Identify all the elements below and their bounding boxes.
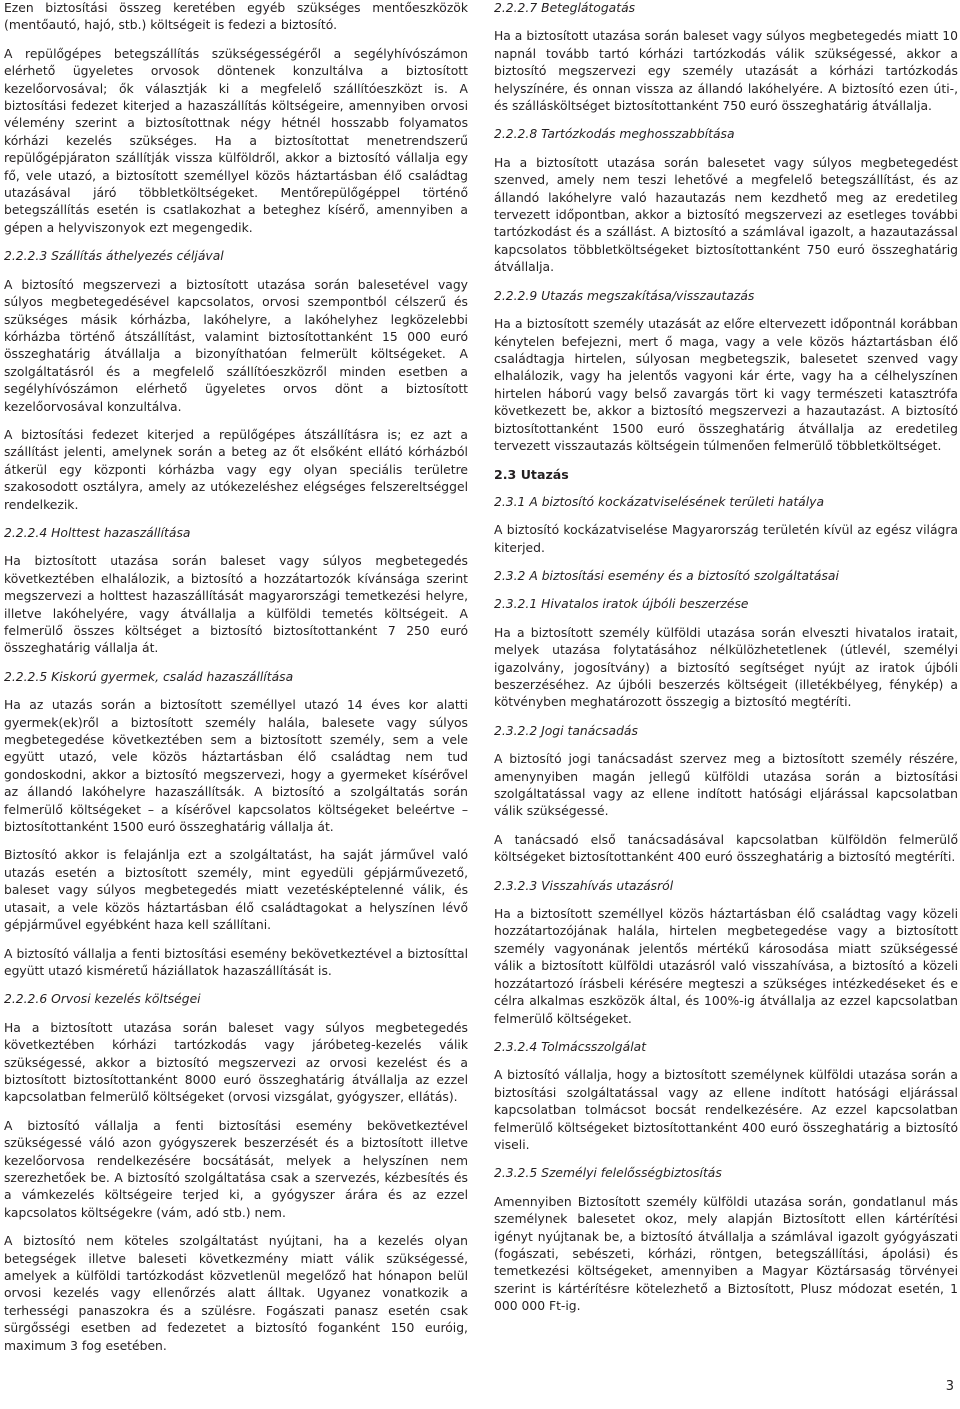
left-section-heading: 2.2.2.6 Orvosi kezelés költségei xyxy=(4,992,201,1007)
left-paragraph: Ezen biztosítási összeg keretében egyéb szükséges mentőeszközök (mentőautó, hajó, stb.) költségeit is fedezi a biztosító. xyxy=(4,1,468,33)
right-paragraph: A biztosító kockázatviselése Magyarország területén kívül az egész világra kiterjed. xyxy=(494,523,958,555)
right-section-heading: 2.3.1 A biztosító kockázatviselésének területi hatálya xyxy=(494,494,825,509)
left-paragraph: A biztosító vállalja a fenti biztosítási esemény bekövetkeztével a biztosíttal együtt utazó kisméretű háziállatok hazaszállítását is. xyxy=(4,946,468,978)
right-section-heading: 2.2.2.9 Utazás megszakítása/visszautazás xyxy=(494,288,755,303)
right-paragraph: Ha a biztosított személy külföldi utazása során elveszti hivatalos iratait, melyek utazása folytatásához nélkülözhetetlenek (útlevél, személyi igazolvány, jogosítvány) a biztosító segítséget nyújt az iratok újbóli beszerzéséhez. Az újbóli beszerzés költségeit (illetékbélyeg, fénykép) a kötvényben meghatározott összegig a biztosító megtéríti. xyxy=(494,625,958,710)
right-section-heading: 2.3.2.4 Tolmácsszolgálat xyxy=(494,1039,647,1054)
page-number: 3 xyxy=(945,1379,954,1394)
left-section-heading: 2.2.2.4 Holttest hazaszállítása xyxy=(4,525,191,540)
right-section-heading: 2.2.2.8 Tartózkodás meghosszabbítása xyxy=(494,127,735,142)
left-paragraph: Ha az utazás során a biztosított személlyel utazó 14 éves kor alatti gyermek(ek)ről a biztosított személy halála, balesete vagy súlyos megbetegedése következtében sem a biztosított személy, sem a vele együtt utazó, vele közös háztartásban élő családtag nem tud gondoskodni, akkor a biztosító megszervezi, hogy a gyermeket kísérővel az állandó lakóhelyre hazaszállítsák. A biztosító a szolgáltatás során felmerülő költségeket – a kísérővel kapcsolatos költségeket beleértve – biztosítottanként 1500 euró összeghatárig vállalja át. xyxy=(4,698,468,835)
left-paragraph: A biztosító nem köteles szolgáltatást nyújtani, ha a kezelés olyan betegségek illetve baleseti következmény miatt válik szükségessé, amelyek a külföldi tartózkodást közvetlenül megelőző hat hónapon belül orvosi kezelés vagy ellenőrzés alatt álltak. Ugyanez vonatkozik a terhességi panaszokra és a szülésre. Fogászati panasz esetén csak sürgősségi esetben ad fedezetet a biztosító foganként 150 euróig, maximum 3 fog esetében. xyxy=(4,1234,468,1353)
right-chapter-heading: 2.3 Utazás xyxy=(494,467,569,483)
left-paragraph: A biztosító vállalja a fenti biztosítási esemény bekövetkeztével szükségessé váló azon gyógyszerek beszerzését és a biztosított illetve kezelőorvosa rendelkezésére bocsátását, melyek a helyszínen nem szerezhetőek be. A biztosító szolgáltatása csak a szervezés, kézbesítés és a vámkezelés költségeire terjed ki, a gyógyszer árára és az ezzel kapcsolatos költségekre (vám, adó stb.) nem. xyxy=(4,1118,468,1220)
left-paragraph: A biztosítási fedezet kiterjed a repülőgépes átszállításra is; ez azt a szállítást jelenti, amelynek során a beteg az őt elsőként ellátó kórházból átkerül egy központi kórházba vagy egy olyan speciális területre szakosodott osztályra, amely az utókezeléshez elégséges felszereltséggel rendelkezik. xyxy=(4,427,468,512)
right-paragraph: Ha a biztosított utazása során baleset vagy súlyos megbetegedés miatt 10 napnál tovább tartó kórházi tartózkodás válik szükségessé, akkor a biztosító megszervezi egy személy utazását a kórházi tartózkodás helyszínére, és onnan vissza az állandó lakóhelyére. A biztosító ezen úti-, és szállásköltséget biztosítottanként 750 euró összeghatárig átvállalja. xyxy=(494,29,958,114)
right-paragraph: Amennyiben Biztosított személy külföldi utazása során, gondatlanul más személynek balesetet okoz, mely alapján Biztosított ellen kártérítési igényt nyújtanak be, a biztosító átvállalja a számlával igazolt gyógyászati (fogászati, sebészeti, kórházi, röntgen, betegszállítási, ápolási) és temetkezési költségeket, amennyiben a Magyar Köztársaság törvényei szerint is kártérítésre kötelezhető a Biztosított, Plusz módozat esetén, 1 000 000 Ft-ig. xyxy=(494,1194,958,1314)
right-section-heading: 2.3.2 A biztosítási esemény és a biztosító szolgáltatásai xyxy=(494,568,839,583)
left-paragraph: Ha biztosított utazása során baleset vagy súlyos megbetegedés következtében elhalálozik, a biztosító a hozzátartozók kívánsága szerint megszervezi a holttest hazaszállítását magyarországi temetkezési helyre, illetve lakóhelyére, vagy átvállalja a külföldi temetés költségeit. A felmerülő összes költséget a biztosító biztosítottanként 7 250 euró összeghatárig vállalja át. xyxy=(4,554,468,656)
right-paragraph: A biztosító vállalja, hogy a biztosított személynek külföldi utazása során a biztosítási szolgáltatással vagy az ellene indított hatósági eljárással kapcsolatban tolmácsot bocsát rendelkezésére. Az ezzel kapcsolatban felmerülő költségeket biztosítottanként 400 euró összeghatárig a biztosító viseli. xyxy=(494,1068,958,1152)
right-section-heading: 2.2.2.7 Beteglátogatás xyxy=(494,1,636,15)
right-paragraph: A biztosító jogi tanácsadást szervez meg a biztosított személy részére, amenynyiben magán jellegű külföldi utazása során a biztosítási szolgáltatással vagy az ellene indított hatósági eljárással kapcsolatban válik szükségessé. xyxy=(494,752,958,819)
left-paragraph: Ha a biztosított utazása során baleset vagy súlyos megbetegedés következtében kórházi tartózkodás vagy járóbeteg-kezelés válik szükségessé, akkor a biztosító megszervezi az orvosi kezelést és a biztosított biztosítottanként 8000 euró összeghatárig átvállalja az ezzel kapcsolatban felmerülő költségeket (orvosi vizsgálat, gyógyszer, ellátás). xyxy=(4,1020,468,1105)
right-column xyxy=(494,0,958,1327)
left-section-heading: 2.2.2.5 Kiskorú gyermek, család hazaszállítása xyxy=(4,669,294,684)
left-paragraph: Biztosító akkor is felajánlja ezt a szolgáltatást, ha saját járművel való utazás esetén a biztosított személy, mint egyedüli gépjárművezető, baleset vagy súlyos megbetegedés miatt vezetésképtelenné válik, és utasait, a vele közös háztartásban élő családtagokat a helyszínen lévő gépjárművel egyébként haza kell szállítani. xyxy=(4,848,468,933)
right-section-heading: 2.3.2.1 Hivatalos iratok újbóli beszerzése xyxy=(494,597,749,612)
left-paragraph: A repülőgépes betegszállítás szükségességéről a segélyhívószámon elérhető ügyeletes orvosok döntenek konzultálva a biztosított kezelőorvosával; ők választják ki a megfelelő szállítóeszközt is. A biztosítási fedezet kiterjed a hazaszállítás költségeire, amennyiben orvosi vélemény szerint a biztosítottnak négy hétnél hosszabb folyamatos kórházi kezelés szükséges. Ha a biztosítottat menetrendszerű repülőgépjáraton szállítják vissza külföldről, akkor a biztosító vállalja egy fő, vele utazó, a biztosított személlyel közös háztartásban élő családtag utazásával járó többletköltségeket. Mentőrepülőgéppel történő betegszállítás esetén is csatlakozhat a beteghez kísérő, amennyiben a gépen a helyviszonyok ezt megengedik. xyxy=(4,46,468,235)
right-paragraph: Ha a biztosított személlyel közös háztartásban élő családtag vagy közeli hozzátartozójának halála, hirtelen megbetegedése vagy a biztosított személy vagyonának jelentős mértékű károsodása miatt szükségessé válik a biztosított külföldi utazásról való visszahívása, a biztosító a közeli hozzátartozó írásbeli kérésére megteszi a szükséges intézkedéseket és e célra alkalmas eszközök által, és 100%-ig átvállalja az ezzel kapcsolatban felmerülő költségeket. xyxy=(494,907,958,1026)
right-paragraph: Ha a biztosított személy utazását az előre eltervezett időpontnál korábban kénytelen befejezni, mert ő maga, vagy a vele közös háztartásban élő családtagja hirtelen, súlyosan megbetegszik, balesetet szenved vagy elhalálozik, vagy ha jelentős vagyoni kár érte, vagy ha a célhelyszínen hirtelen háború vagy belső zavargás tört ki vagy természeti katasztrófa következett be, akkor a biztosító megszervezi a hazautazást. A biztosító biztosítottanként 1500 euró összeghatárig átvállalja az eredetileg tervezett visszautazás költségein túlmenően felmerülő többletköltséget. xyxy=(494,317,958,453)
right-paragraph: A tanácsadó első tanácsadásával kapcsolatban külföldön felmerülő költségeket biztosítottanként 400 euró összeghatárig a biztosító megtéríti. xyxy=(494,832,958,865)
right-paragraph: Ha a biztosított utazása során balesetet vagy súlyos megbetegedést szenved, amely nem teszi lehetővé a megfelelő betegszállítást, és az állandó lakóhelyre való hazautazás nem kezdhető meg az eredetileg tervezett időpontban, akkor a biztosító megszervezi az esetleges további tartózkodást és a szállást. A biztosító a számlával igazolt, a hazautazással kapcsolatos többletköltségeket biztosítottanként 750 euró összeghatárig átvállalja. xyxy=(494,155,958,275)
right-section-heading: 2.3.2.5 Személyi felelősségbiztosítás xyxy=(494,1166,722,1181)
left-paragraph: A biztosító megszervezi a biztosított utazása során balesetével vagy súlyos megbetegedésével kapcsolatos, orvosi szempontból célszerű és szükséges másik kórházba, lakóhelyre, a lakóhelyhez legközelebbi kórházba történő átszállítást, valamint biztosítottanként 15 000 euró összeghatárig átvállalja a bizonyíthatóan felmerült költségeket. A szolgáltatásról és a megfelelő szállítóeszközről minden esetben a segélyhívószámon elérhető ügyeletes orvos dönt a biztosított kezelőorvosával konzultálva. xyxy=(4,277,468,414)
left-column xyxy=(4,0,468,1366)
right-section-heading: 2.3.2.2 Jogi tanácsadás xyxy=(494,723,638,738)
right-section-heading: 2.3.2.3 Visszahívás utazásról xyxy=(494,878,674,893)
left-section-heading: 2.2.2.3 Szállítás áthelyezés céljával xyxy=(4,249,224,264)
